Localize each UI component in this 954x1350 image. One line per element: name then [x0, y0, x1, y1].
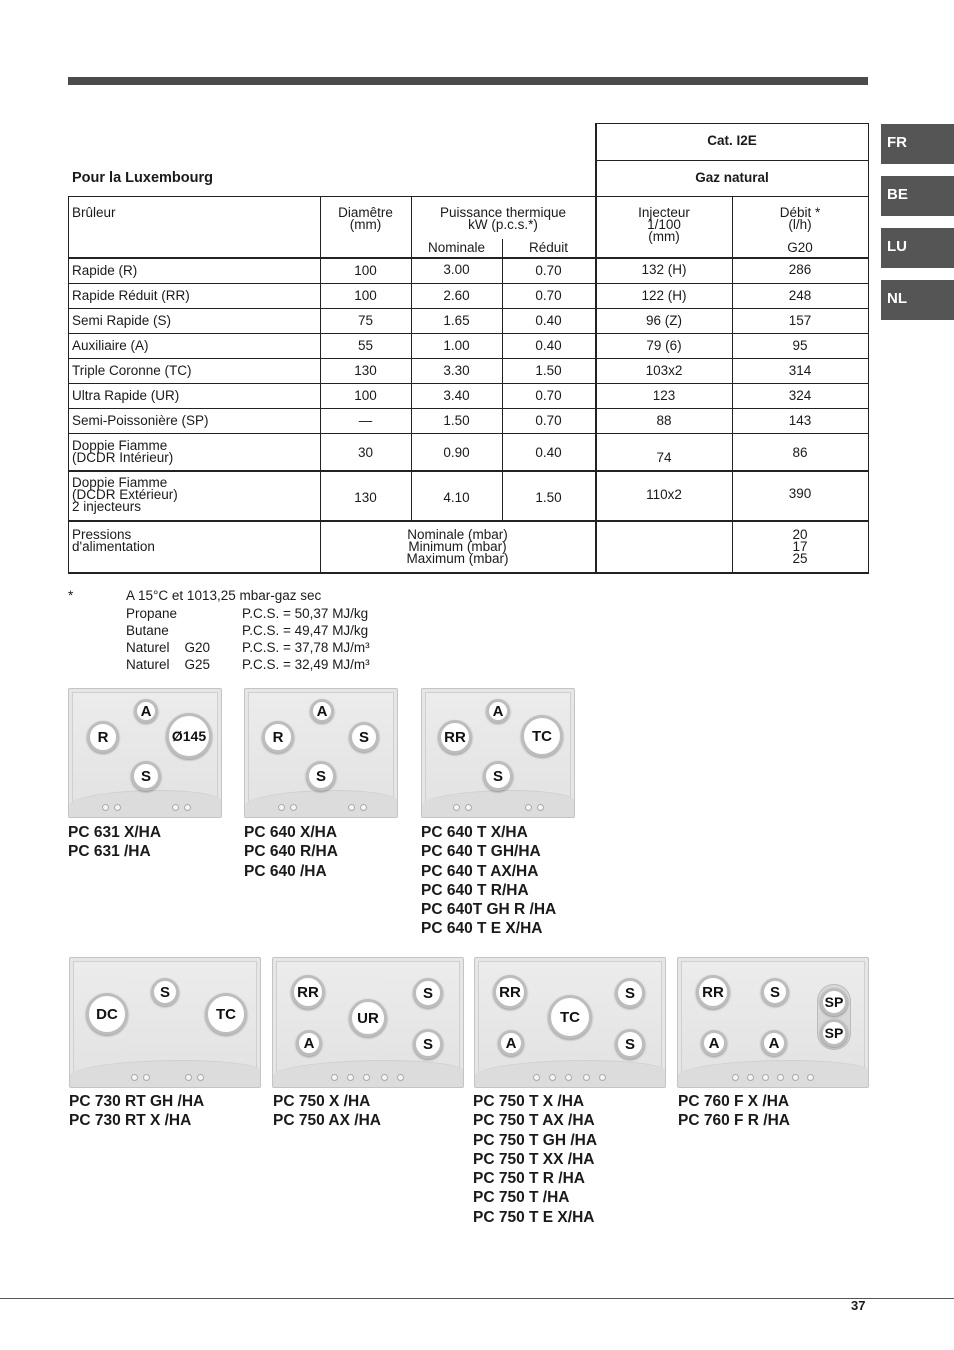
knob	[792, 1074, 799, 1081]
row-name: Triple Coronne (TC)	[72, 363, 192, 378]
knob	[131, 1074, 138, 1081]
row-inj: 132 (H)	[641, 262, 687, 277]
note-pcs: P.C.S. = 32,49 MJ/m³	[242, 657, 370, 672]
row-red: 0.70	[535, 388, 562, 403]
note-pcs: P.C.S. = 37,78 MJ/m³	[242, 640, 370, 655]
row-diam: 55	[357, 338, 374, 353]
knob	[278, 804, 285, 811]
row-nom: 0.90	[443, 445, 470, 460]
cat-label: Cat. I2E	[707, 133, 757, 148]
model-list: PC 631 X/HA PC 631 /HA	[68, 824, 162, 861]
knob	[347, 1074, 354, 1081]
row-deb: 286	[788, 262, 812, 277]
knob	[533, 1074, 540, 1081]
model-list: PC 750 T X /HA PC 750 T AX /HA PC 750 T GH /HA PC 750 T XX /HA PC 750 T R /HA PC 750 T /HA PC 750 T E X/HA	[473, 1093, 598, 1226]
row-diam: 130	[354, 490, 377, 505]
burner-sp: SP	[820, 988, 848, 1016]
burner-r: R	[262, 721, 294, 753]
note-gas: Butane	[126, 623, 169, 638]
model-list: PC 640 X/HA PC 640 R/HA PC 640 /HA	[244, 824, 338, 880]
pressions-kinds: Nominale (mbar) Minimum (mbar) Maximum (mbar)	[406, 527, 509, 566]
knob	[565, 1074, 572, 1081]
burner-s: S	[151, 978, 179, 1006]
tab-lu[interactable]: LU	[881, 228, 954, 268]
hob-diagram-pc631	[68, 688, 222, 818]
knob	[363, 1074, 370, 1081]
burner-s: S	[615, 978, 645, 1008]
note-gas: Propane	[126, 606, 178, 621]
burner-a: A	[486, 699, 510, 723]
row-inj: 74	[656, 450, 672, 465]
row-deb: 157	[788, 313, 812, 328]
row-inj: 88	[656, 413, 672, 428]
header-bar	[68, 77, 868, 85]
knob	[172, 804, 179, 811]
knob	[747, 1074, 754, 1081]
header-injecteur: Injecteur 1/100 (mm)	[638, 205, 690, 244]
burner-a: A	[761, 1030, 787, 1056]
model-list: PC 750 X /HA PC 750 AX /HA	[273, 1093, 381, 1130]
burner-tc: TC	[205, 993, 247, 1035]
row-nom: 1.65	[443, 313, 470, 328]
header-g20: G20	[787, 240, 813, 255]
knob	[381, 1074, 388, 1081]
country-title: Pour la Luxembourg	[72, 170, 213, 186]
note-pcs: P.C.S. = 50,37 MJ/kg	[242, 606, 369, 621]
burner-a: A	[296, 1030, 322, 1056]
burner-o145: Ø145	[166, 713, 212, 759]
knob	[114, 804, 121, 811]
row-inj: 79 (6)	[646, 338, 682, 353]
burner-a: A	[701, 1030, 727, 1056]
knob	[732, 1074, 739, 1081]
row-deb: 143	[788, 413, 812, 428]
row-deb: 86	[792, 445, 808, 460]
row-name: Semi Rapide (S)	[72, 313, 172, 328]
row-red: 0.70	[535, 413, 562, 428]
tab-be[interactable]: BE	[881, 176, 954, 216]
header-reduit: Réduit	[528, 240, 569, 255]
model-list: PC 640 T X/HA PC 640 T GH/HA PC 640 T AX/HA PC 640 T R/HA PC 640T GH R /HA PC 640 T E X/HA	[421, 824, 557, 938]
tab-nl[interactable]: NL	[881, 280, 954, 320]
knob	[143, 1074, 150, 1081]
burner-rr: RR	[438, 720, 472, 754]
row-deb: 248	[788, 288, 812, 303]
row-nom: 3.40	[443, 388, 470, 403]
row-nom: 2.60	[443, 288, 470, 303]
row-red: 0.70	[535, 288, 562, 303]
row-red: 1.50	[535, 490, 562, 505]
burner-sp: SP	[820, 1019, 848, 1047]
row-nom: 3.00	[443, 262, 470, 277]
row-red: 0.40	[535, 313, 562, 328]
knob	[360, 804, 367, 811]
row-inj: 96 (Z)	[645, 313, 682, 328]
row-deb: 95	[792, 338, 808, 353]
knob	[453, 804, 460, 811]
knob	[583, 1074, 590, 1081]
note-gas: Naturel G20	[126, 640, 211, 655]
tab-fr[interactable]: FR	[881, 124, 954, 164]
knob	[184, 804, 191, 811]
header-debit: Débit * (l/h)	[779, 205, 821, 232]
burner-rr: RR	[493, 975, 527, 1009]
knob	[525, 804, 532, 811]
burner-tc: TC	[521, 715, 563, 757]
knob	[102, 804, 109, 811]
row-diam: 100	[354, 288, 377, 303]
row-deb: 390	[788, 486, 812, 501]
model-list: PC 760 F X /HA PC 760 F R /HA	[678, 1093, 790, 1130]
header-puissance: Puissance thermique kW (p.c.s.*)	[439, 205, 567, 232]
burner-s: S	[306, 761, 336, 791]
row-inj: 110x2	[646, 487, 682, 502]
burner-s: S	[483, 761, 513, 791]
row-diam: 100	[354, 263, 377, 278]
burner-a: A	[134, 699, 158, 723]
row-name: Ultra Rapide (UR)	[72, 388, 180, 403]
footer-rule	[0, 1298, 954, 1299]
knob	[807, 1074, 814, 1081]
knob	[397, 1074, 404, 1081]
hob-diagram-pc640t	[421, 688, 575, 818]
hob-diagram-pc750t	[474, 957, 666, 1088]
row-nom: 1.00	[443, 338, 470, 353]
row-red: 1.50	[535, 363, 562, 378]
row-name: Semi-Poissonière (SP)	[72, 413, 209, 428]
row-inj: 122 (H)	[641, 288, 687, 303]
burner-tc: TC	[548, 995, 592, 1039]
knob	[465, 804, 472, 811]
row-name: Doppie Fiamme (DCDR Extérieur) 2 injecteurs	[72, 475, 178, 514]
row-nom: 1.50	[443, 413, 470, 428]
knob	[290, 804, 297, 811]
row-inj: 123	[652, 388, 676, 403]
row-red: 0.40	[535, 338, 562, 353]
burner-s: S	[761, 978, 789, 1006]
header-nominale: Nominale	[427, 240, 486, 255]
row-nom: 4.10	[443, 490, 470, 505]
burner-a: A	[310, 699, 334, 723]
burner-s: S	[413, 978, 443, 1008]
note-gas: Naturel G25	[126, 657, 211, 672]
row-diam: 130	[354, 363, 377, 378]
row-diam: 30	[357, 445, 374, 460]
burner-dc: DC	[86, 993, 128, 1035]
burner-s: S	[615, 1029, 645, 1059]
knob	[762, 1074, 769, 1081]
row-diam: —	[358, 413, 373, 428]
knob	[331, 1074, 338, 1081]
row-diam: 75	[357, 313, 374, 328]
knob	[599, 1074, 606, 1081]
row-deb: 324	[788, 388, 812, 403]
row-name: Rapide Réduit (RR)	[72, 288, 190, 303]
knob	[777, 1074, 784, 1081]
knob	[197, 1074, 204, 1081]
pressions-label: Pressions d'alimentation	[72, 527, 155, 554]
row-nom: 3.30	[443, 363, 470, 378]
row-name: Auxiliaire (A)	[72, 338, 149, 353]
burner-a: A	[498, 1030, 524, 1056]
burner-r: R	[87, 721, 119, 753]
burner-s: S	[349, 722, 379, 752]
burner-s: S	[131, 761, 161, 791]
knob	[348, 804, 355, 811]
knob	[549, 1074, 556, 1081]
burner-s: S	[413, 1029, 443, 1059]
gas-label: Gaz natural	[695, 170, 769, 185]
knob	[537, 804, 544, 811]
row-diam: 100	[354, 388, 377, 403]
row-deb: 314	[788, 363, 812, 378]
hob-diagram-pc640	[244, 688, 398, 818]
note-line: A 15°C et 1013,25 mbar-gaz sec	[126, 588, 322, 603]
row-red: 0.70	[535, 263, 562, 278]
page-number: 37	[851, 1298, 866, 1313]
row-name: Doppie Fiamme (DCDR Intérieur)	[72, 438, 174, 465]
pressions-values: 20 17 25	[792, 527, 808, 566]
header-bruleur: Brûleur	[72, 205, 116, 220]
row-name: Rapide (R)	[72, 263, 138, 278]
row-red: 0.40	[535, 445, 562, 460]
note-star: *	[68, 588, 74, 603]
hob-diagram-pc730	[69, 957, 261, 1088]
burner-rr: RR	[696, 975, 730, 1009]
knob	[185, 1074, 192, 1081]
note-pcs: P.C.S. = 49,47 MJ/kg	[242, 623, 369, 638]
hob-diagram-pc760	[677, 957, 869, 1088]
model-list: PC 730 RT GH /HA PC 730 RT X /HA	[69, 1093, 205, 1130]
row-inj: 103x2	[645, 363, 683, 378]
burner-rr: RR	[291, 975, 325, 1009]
hob-diagram-pc750	[272, 957, 464, 1088]
header-diametre: Diamêtre (mm)	[338, 205, 393, 232]
burner-ur: UR	[349, 999, 387, 1037]
